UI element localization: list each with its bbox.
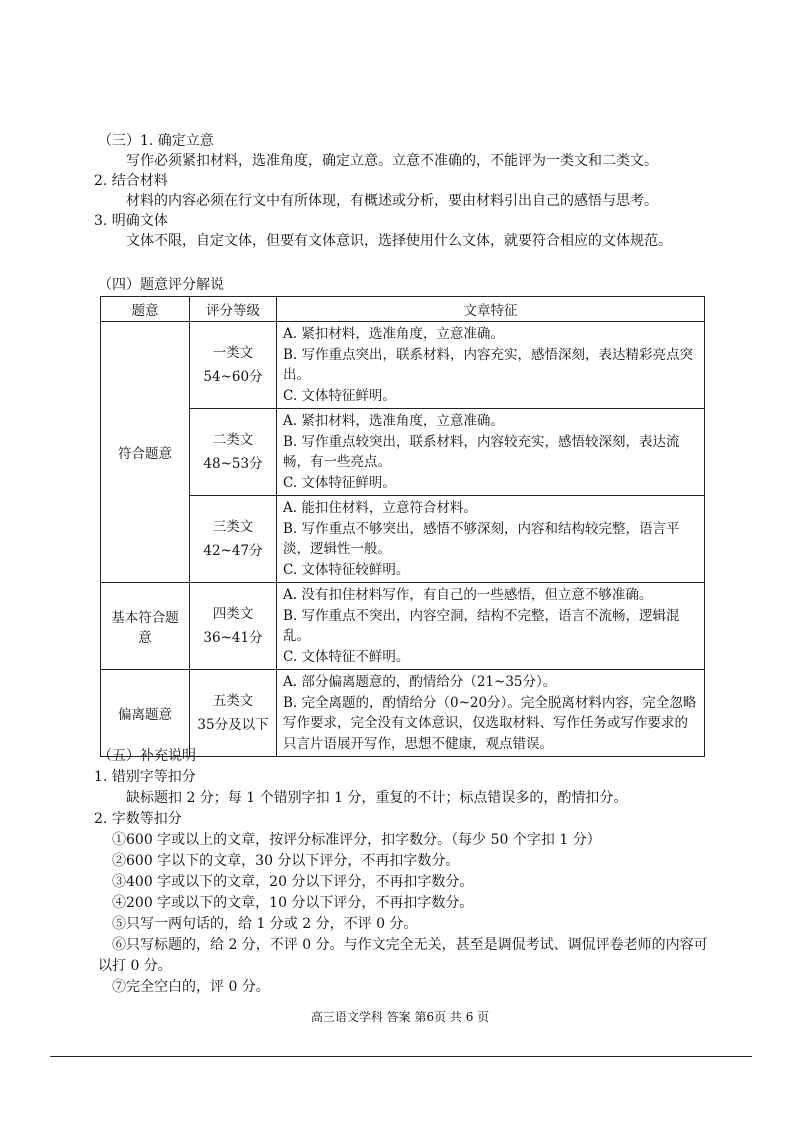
- table-row: [101, 583, 705, 670]
- category-cell: 符合题意: [101, 322, 190, 583]
- table-row: [101, 409, 705, 496]
- rule-item-7: ⑦完全空白的，评 0 分。: [112, 979, 270, 995]
- grade-name: 一类文: [212, 345, 254, 361]
- page-footer: 高三语文学科 答案 第6页 共 6 页: [310, 1010, 490, 1024]
- feature-b: B. 写作重点不突出，内容空洞，结构不完整，语言不流畅，逻辑混乱。: [283, 607, 680, 644]
- rule-item-1: ①600 字或以上的文章，按评分标准评分，扣字数分。（每少 50 个字扣 1 分）: [112, 832, 601, 848]
- grade-name: 四类文: [212, 606, 254, 622]
- grade-cell: [190, 583, 277, 670]
- table-header-row: [101, 297, 705, 322]
- bottom-rule: [50, 1056, 752, 1057]
- feature-c: C. 文体特征不鲜明。: [283, 648, 410, 665]
- feature-c: C. 文体特征鲜明。: [283, 474, 396, 491]
- table-row: [101, 496, 705, 583]
- header-grade-level: 评分等级: [190, 297, 277, 322]
- feature-b: B. 写作重点不够突出，感悟不够深刻，内容和结构较完整，语言平淡，逻辑性一般。: [283, 520, 680, 557]
- feature-a: A. 紧扣材料，选准角度，立意准确。: [283, 326, 504, 342]
- header-topic: 题意: [101, 297, 190, 322]
- grade-cell: [190, 322, 277, 409]
- section-3-subheading-3: 3. 明确文体: [94, 213, 168, 229]
- section-5-para-1: 缺标题扣 2 分；每 1 个错别字扣 1 分，重复的不计；标点错误多的，酌情扣分。: [126, 790, 628, 806]
- category-cell: 基本符合题意: [101, 583, 190, 670]
- grade-cell: [190, 496, 277, 583]
- grade-cell: [190, 409, 277, 496]
- table-row: [101, 322, 705, 409]
- grade-range: 54~60分: [203, 369, 263, 385]
- rule-item-3: ③400 字或以下的文章，20 分以下评分，不再扣字数分。: [112, 874, 474, 890]
- section-5-subheading-1: 1. 错别字等扣分: [94, 769, 196, 785]
- feature-b: B. 写作重点突出，联系材料，内容充实，感悟深刻，表达精彩亮点突出。: [283, 346, 694, 383]
- feature-c: C. 文体特征较鲜明。: [283, 561, 410, 578]
- rule-item-6: ⑥只写标题的，给 2 分，不评 0 分。与作文完全无关，甚至是调侃考试、调侃评卷老师的内容可以打 0 分。: [98, 937, 708, 974]
- table-row: [101, 670, 705, 757]
- rule-item-4: ④200 字或以下的文章，10 分以下评分，不再扣字数分。: [112, 895, 474, 911]
- rule-item-2: ②600 字以下的文章，30 分以下评分，不再扣字数分。: [112, 853, 460, 869]
- features-cell: [277, 496, 705, 583]
- grade-range: 36~41分: [203, 630, 263, 646]
- grade-cell: [190, 670, 277, 757]
- feature-a: A. 部分偏离题意的，酌情给分（21~35分）。: [283, 674, 557, 690]
- section-5-heading: （五）补充说明: [98, 748, 196, 764]
- grading-table: [100, 296, 705, 757]
- grade-range: 42~47分: [203, 543, 263, 559]
- grade-range: 48~53分: [203, 456, 263, 472]
- grade-range: 35分及以下: [197, 717, 269, 733]
- grade-name: 二类文: [212, 432, 254, 448]
- feature-b: B. 写作重点较突出，联系材料，内容较充实，感悟较深刻，表达流畅，有一些亮点。: [283, 433, 680, 470]
- section-3-heading: （三）1. 确定立意: [98, 133, 214, 149]
- features-cell: [277, 583, 705, 670]
- feature-a: A. 紧扣材料，选准角度，立意准确。: [283, 413, 504, 429]
- rule-item-5: ⑤只写一两句话的，给 1 分或 2 分，不评 0 分。: [112, 916, 418, 932]
- features-cell: [277, 670, 705, 757]
- section-3-para-1: 写作必须紧扣材料，选准角度，确定立意。立意不准确的，不能评为一类文和二类文。: [126, 153, 658, 169]
- grade-name: 五类文: [212, 693, 254, 709]
- header-features: 文章特征: [277, 297, 705, 322]
- features-cell: [277, 322, 705, 409]
- section-3-para-3: 文体不限，自定文体，但要有文体意识，选择使用什么文体，就要符合相应的文体规范。: [126, 233, 672, 249]
- section-3-subheading-2: 2. 结合材料: [94, 173, 168, 189]
- section-3-para-2: 材料的内容必须在行文中有所体现，有概述或分析，要由材料引出自己的感悟与思考。: [126, 193, 658, 209]
- features-cell: [277, 409, 705, 496]
- feature-a: A. 能扣住材料，立意符合材料。: [283, 500, 477, 516]
- section-5-subheading-2: 2. 字数等扣分: [94, 811, 182, 827]
- section-4-heading: （四）题意评分解说: [98, 277, 224, 293]
- category-cell: 偏离题意: [101, 670, 190, 757]
- feature-c: C. 文体特征鲜明。: [283, 387, 396, 404]
- feature-a: A. 没有扣住材料写作，有自己的一些感悟，但立意不够准确。: [283, 587, 653, 603]
- grade-name: 三类文: [212, 519, 254, 535]
- feature-b: B. 完全离题的，酌情给分（0~20分）。完全脱离材料内容，完全忽略写作要求，完全没有文体意识，仅选取材料、写作任务或写作要求的只言片语展开写作，思想不健康，观点错误。: [283, 694, 697, 752]
